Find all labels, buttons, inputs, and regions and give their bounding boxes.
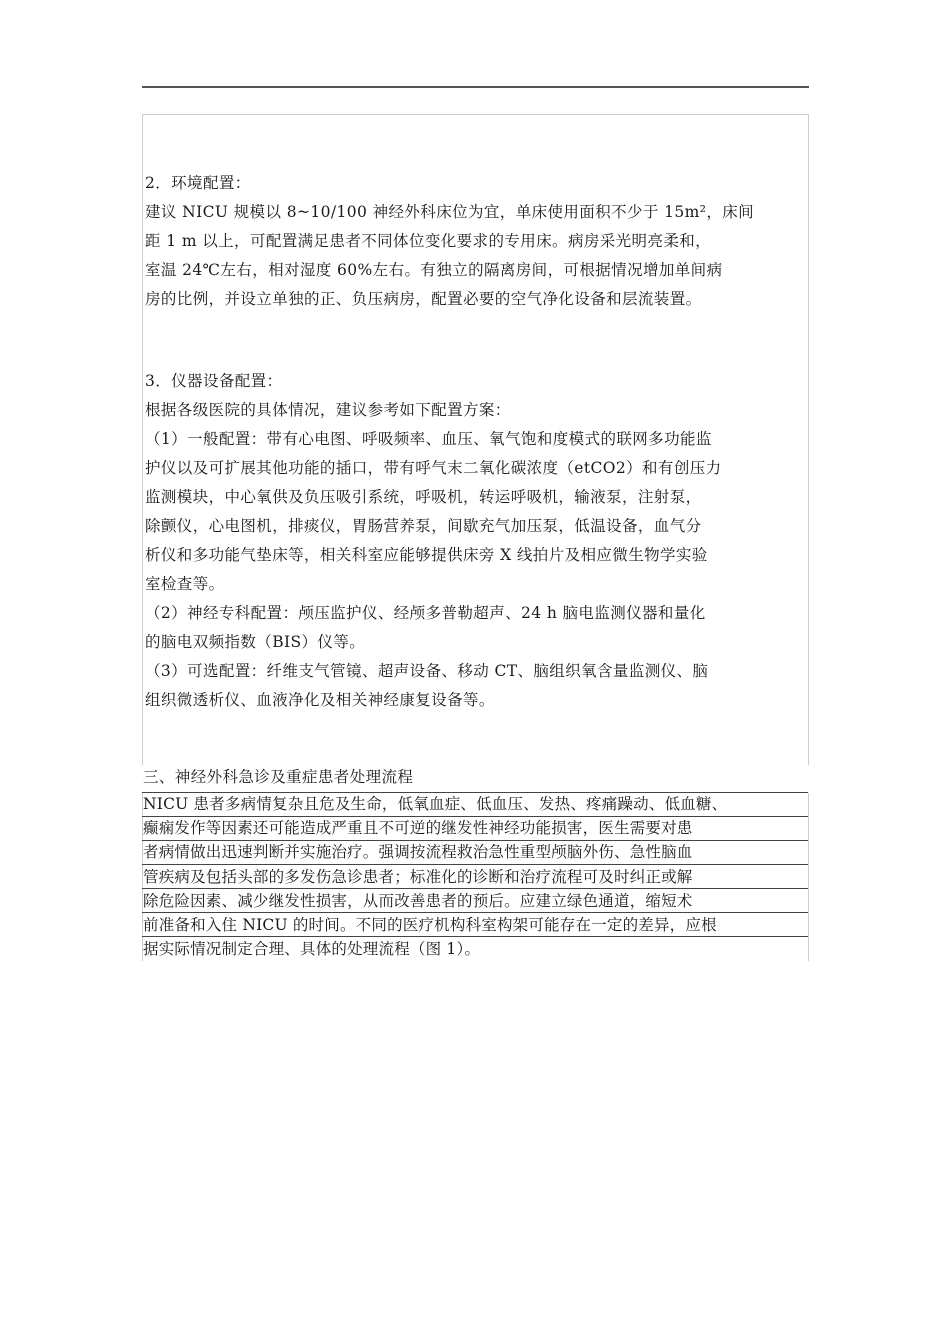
flow-line: 管疾病及包括头部的多发伤急诊患者；标准化的诊断和治疗流程可及时纠正或解: [143, 867, 693, 886]
equip-line: 除颤仪，心电图机，排痰仪，胃肠营养泵，间歇充气加压泵，低温设备，血气分: [145, 517, 702, 535]
flow-line: NICU 患者多病情复杂且危及生命，低氧血症、低血压、发热、疼痛躁动、低血糖、: [143, 795, 728, 813]
header-rule: [142, 86, 809, 88]
equip-line: 组织微透析仪、血液净化及相关神经康复设备等。: [145, 691, 495, 709]
equip-heading: 3．仪器设备配置：: [145, 372, 283, 390]
flow-line: 除危险因素、减少继发性损害，从而改善患者的预后。应建立绿色通道，缩短术: [143, 891, 693, 910]
flow-line: 前准备和入住 NICU 的时间。不同的医疗机构科室构架可能存在一定的差异，应根: [143, 915, 717, 934]
flow-heading: 三、神经外科急诊及重症患者处理流程: [143, 768, 414, 786]
equip-line: 根据各级医院的具体情况，建议参考如下配置方案：: [145, 401, 511, 419]
env-line: 房的比例，并设立单独的正、负压病房，配置必要的空气净化设备和层流装置。: [145, 290, 702, 308]
equip-line: 室检查等。: [145, 575, 225, 593]
equip-line: 析仪和多功能气垫床等，相关科室应能够提供床旁 X 线拍片及相应微生物学实验: [145, 546, 708, 564]
equip-line: 的脑电双频指数（BIS）仪等。: [145, 633, 366, 651]
env-heading: 2．环境配置：: [145, 174, 251, 192]
env-line: 距 1 m 以上，可配置满足患者不同体位变化要求的专用床。病房采光明亮柔和，: [145, 232, 712, 250]
env-line: 室温 24℃左右，相对湿度 60%左右。有独立的隔离房间，可根据情况增加单间病: [145, 261, 723, 279]
env-line: 建议 NICU 规模以 8~10/100 神经外科床位为宜，单床使用面积不少于 15m²，床间: [145, 203, 755, 221]
flow-line: 者病情做出迅速判断并实施治疗。强调按流程救治急性重型颅脑外伤、急性脑血: [143, 843, 693, 862]
equip-line: （3）可选配置：纤维支气管镜、超声设备、移动 CT、脑组织氧含量监测仪、脑: [145, 662, 709, 680]
env-paragraph: [145, 198, 807, 314]
flow-line: 据实际情况制定合理、具体的处理流程（图 1）。: [143, 940, 481, 959]
equip-paragraph: [145, 396, 807, 715]
equip-line: （1）一般配置：带有心电图、呼吸频率、血压、氧气饱和度模式的联网多功能监: [145, 430, 712, 448]
flow-line: 癫痫发作等因素还可能造成严重且不可逆的继发性神经功能损害，医生需要对患: [143, 819, 693, 838]
equip-line: 监测模块，中心氧供及负压吸引系统，呼吸机，转运呼吸机，输液泵，注射泵，: [145, 488, 702, 506]
flow-paragraph: [143, 792, 809, 961]
equip-line: 护仪以及可扩展其他功能的插口，带有呼气末二氧化碳浓度（etCO2）和有创压力: [145, 459, 722, 477]
equip-line: （2）神经专科配置：颅压监护仪、经颅多普勒超声、24 h 脑电监测仪器和量化: [145, 604, 706, 622]
